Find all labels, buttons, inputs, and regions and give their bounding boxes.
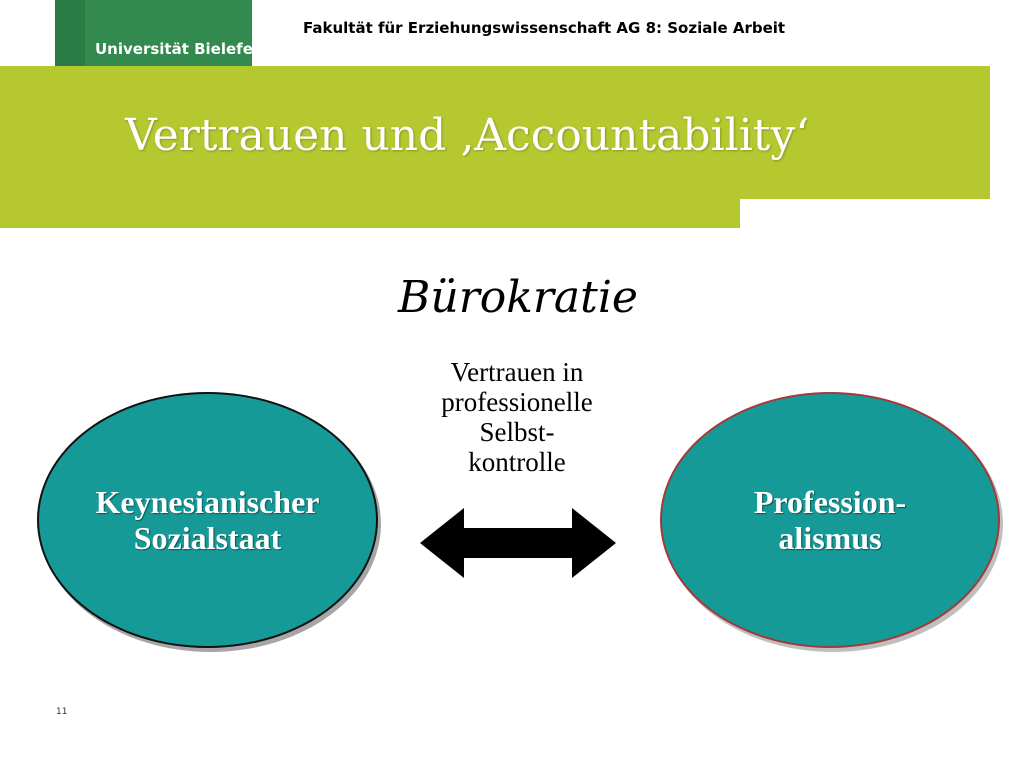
- ellipse-label-line: Sozialstaat: [133, 520, 282, 556]
- logo-accent-strip: [55, 0, 85, 66]
- faculty-name: Fakultät für Erziehungswissenschaft AG 8: Soziale Arbeit: [303, 19, 786, 37]
- page-number: 11: [56, 707, 68, 717]
- university-name: Universität Bielefeld: [95, 40, 269, 58]
- connector-label-line: professionelle: [441, 387, 593, 417]
- ellipse-label-line: Profession-: [753, 484, 907, 520]
- connector-label: [397, 357, 637, 477]
- title-band-lower: [0, 199, 740, 228]
- double-headed-arrow-icon: [420, 508, 616, 578]
- connector-label-line: kontrolle: [468, 447, 566, 477]
- slide-title: Vertrauen und ‚Accountability‘: [125, 110, 810, 161]
- ellipse-label-line: Keynesianischer: [95, 484, 320, 520]
- slide-subtitle: Bürokratie: [398, 272, 638, 323]
- connector-label-line: Vertrauen in: [450, 357, 584, 387]
- ellipse-professionalism: [660, 392, 1000, 648]
- ellipse-label-line: alismus: [778, 520, 882, 556]
- connector-label-line: Selbst-: [479, 417, 555, 447]
- ellipse-keynesian-welfare-state: [37, 392, 378, 648]
